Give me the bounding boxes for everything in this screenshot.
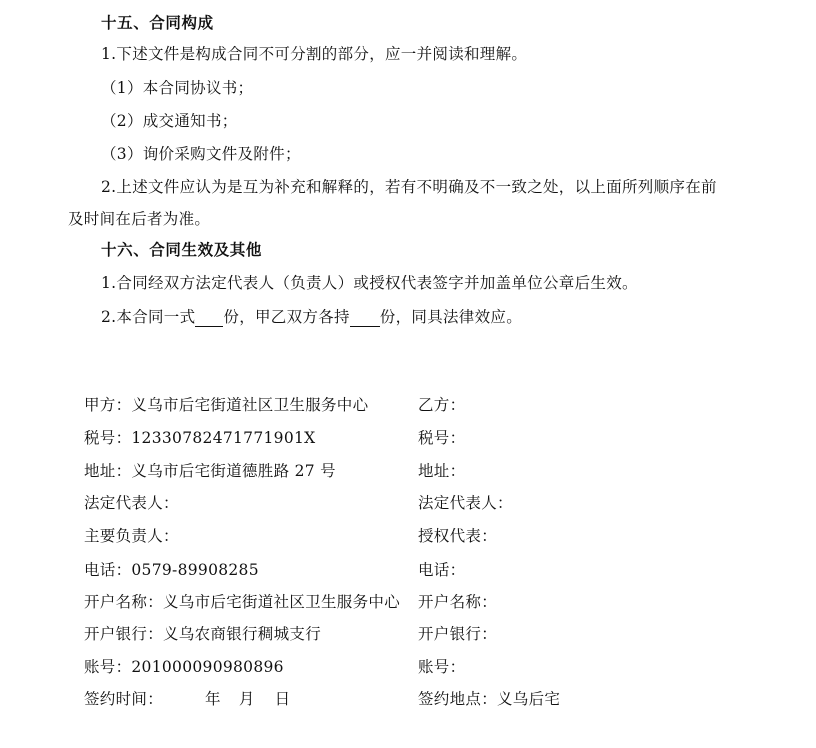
section-15-clause-2-line-2: 及时间在后者为准。	[68, 210, 211, 228]
party-a-address: 地址：义乌市后宅街道德胜路 27 号	[84, 462, 336, 480]
party-a-sign-time	[84, 689, 290, 709]
party-a-principal: 主要负责人：	[84, 527, 179, 545]
copies-total-blank	[195, 310, 223, 327]
party-b-bank: 开户银行：	[418, 625, 498, 643]
document-list-item-2: （2）成交通知书；	[101, 112, 238, 130]
sign-day: 日	[274, 690, 291, 708]
party-b-legal-rep: 法定代表人：	[418, 494, 513, 512]
document-list-item-3: （3）询价采购文件及附件；	[101, 145, 301, 163]
section-16-clause-1: 1.合同经双方法定代表人（负责人）或授权代表签字并加盖单位公章后生效。	[101, 274, 638, 292]
party-a-account-name: 开户名称：义乌市后宅街道社区卫生服务中心	[84, 593, 401, 611]
section-16-clause-2	[101, 307, 522, 327]
sign-year: 年	[205, 690, 221, 708]
party-b-authorized: 授权代表：	[418, 527, 498, 545]
party-a-account-no: 账号：201000090980896	[84, 658, 284, 676]
copies-each-blank	[350, 310, 380, 327]
section-15-heading: 十五、合同构成	[101, 13, 214, 32]
party-a-bank: 开户银行：义乌农商银行稠城支行	[84, 625, 322, 643]
party-b-sign-place: 签约地点：义乌后宅	[418, 690, 561, 708]
party-b-tax-no: 税号：	[418, 429, 466, 447]
party-b-phone: 电话：	[418, 561, 466, 579]
sign-time-label: 签约时间：	[84, 690, 164, 708]
document-list-item-1: （1）本合同协议书；	[101, 79, 254, 97]
section-15-clause-2-line-1: 2.上述文件应认为是互为补充和解释的，若有不明确及不一致之处，以上面所列顺序在前	[101, 178, 717, 196]
party-b-name: 乙方：	[418, 396, 466, 414]
section-15-clause-1: 1.下述文件是构成合同不可分割的部分，应一并阅读和理解。	[101, 45, 528, 63]
party-a-name: 甲方：义乌市后宅街道社区卫生服务中心	[84, 396, 369, 414]
section-16-heading: 十六、合同生效及其他	[101, 240, 263, 259]
party-b-account-no: 账号：	[418, 658, 466, 676]
clause-2-text-c: 份，同具法律效应。	[379, 308, 522, 326]
clause-2-text-a: 2.本合同一式	[101, 308, 196, 326]
party-a-phone: 电话：0579-89908285	[84, 561, 259, 579]
clause-2-text-b: 份，甲乙双方各持	[223, 308, 350, 326]
party-a-legal-rep: 法定代表人：	[84, 494, 179, 512]
party-b-address: 地址：	[418, 462, 466, 480]
party-a-tax-no: 税号：12330782471771901X	[84, 429, 316, 447]
party-b-account-name: 开户名称：	[418, 593, 498, 611]
sign-month: 月	[238, 690, 255, 708]
